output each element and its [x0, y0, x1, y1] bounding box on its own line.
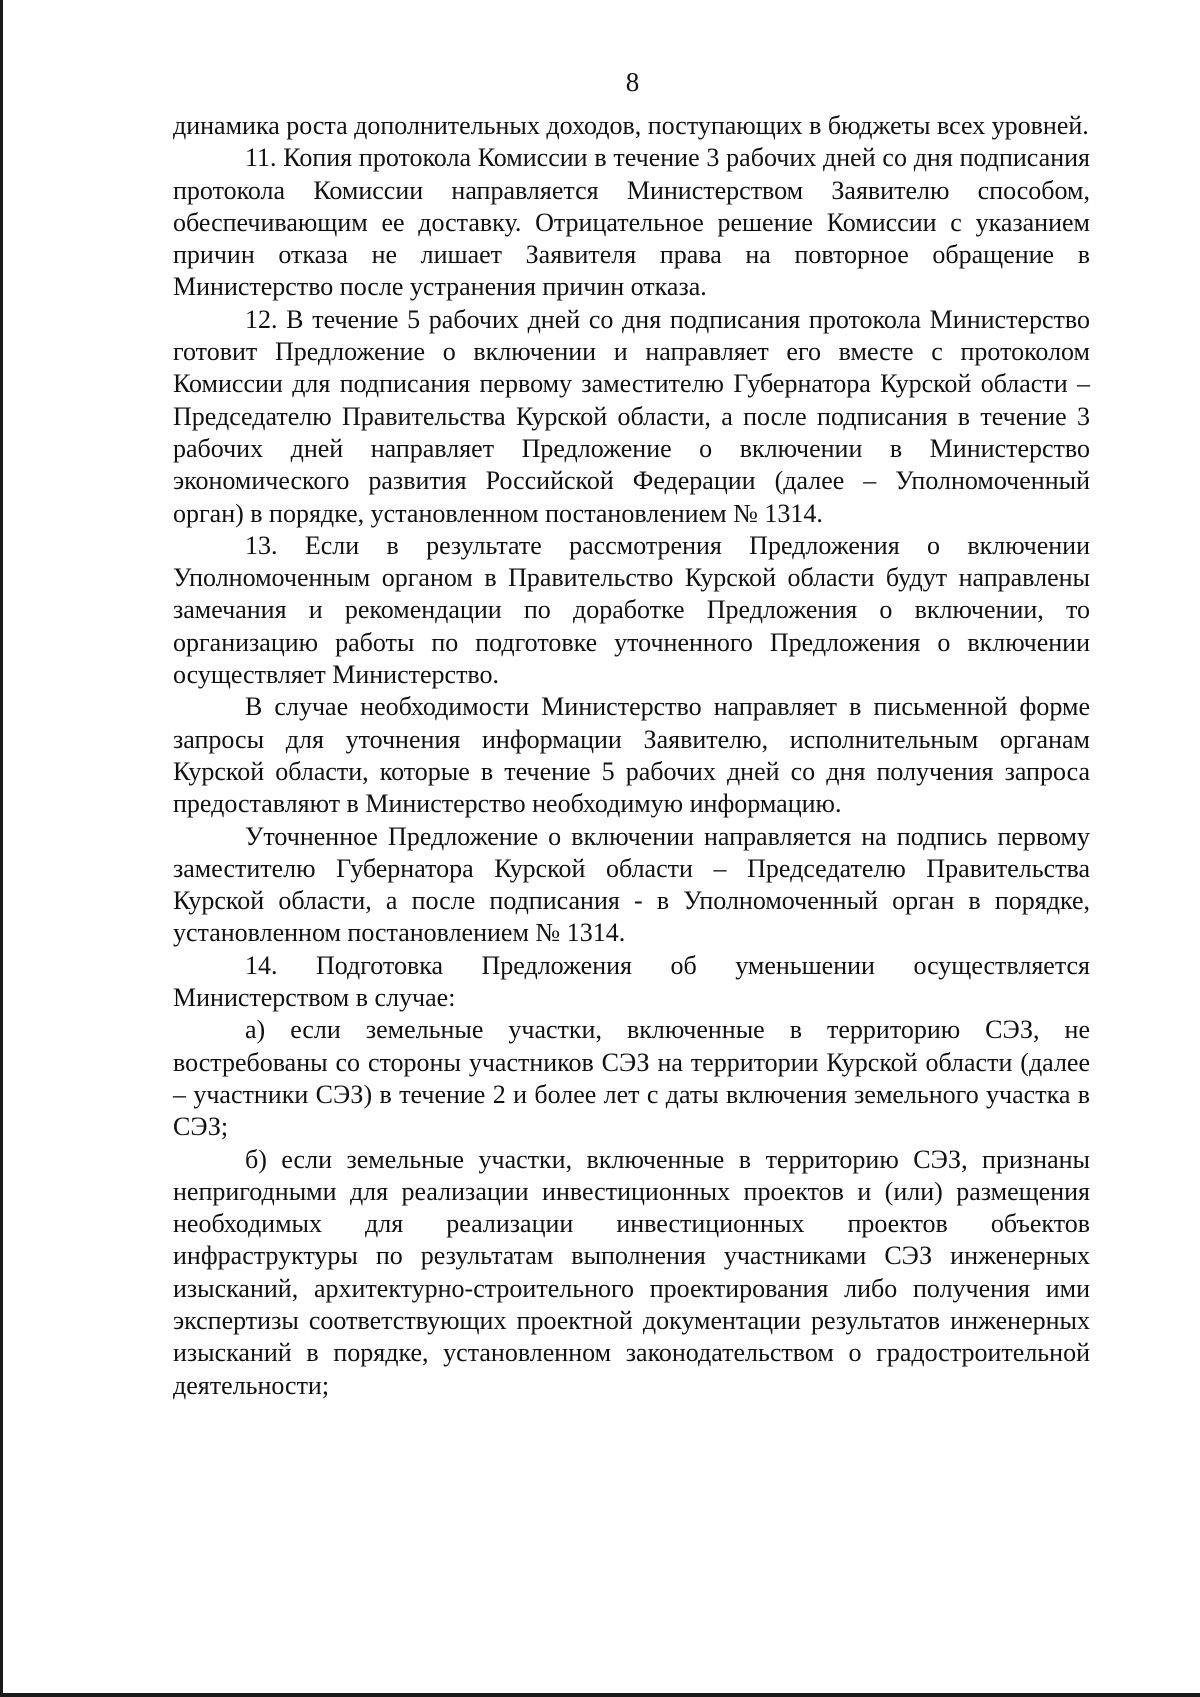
scan-bottom-edge: [0, 1693, 1200, 1697]
paragraph-item-13: 13. Если в результате рассмотрения Предложения о включении Уполномоченным органом в Правительство Курской области будут направлены замечания и рекомендации по доработке Предложения о включении, то организацию работы по подготовке уточненного Предложения о включении осуществляет Министерство.: [173, 530, 1090, 690]
document-body: [173, 110, 1090, 1402]
paragraph-item-13-requests: В случае необходимости Министерство направляет в письменной форме запросы для уточнения информации Заявителю, исполнительным органам Курской области, которые в течение 5 рабочих дней со дня получения запроса предоставляют в Министерство необходимую информацию.: [173, 692, 1090, 819]
paragraph-item-14: 14. Подготовка Предложения об уменьшении осуществляется Министерством в случае:: [173, 950, 1090, 1013]
paragraph-item-13-signing: Уточненное Предложение о включении направляется на подпись первому заместителю Губернатора Курской области – Председателю Правительства Курской области, а после подписания - в Уполномоченный орган в порядке, установленном постановлением № 1314.: [173, 821, 1090, 948]
paragraph-item-14-b: б) если земельные участки, включенные в территорию СЭЗ, признаны непригодными для реализации инвестиционных проектов и (или) размещения необходимых для реализации инвестиционных проектов объектов инфраструктуры по результатам выполнения участниками СЭЗ инженерных изысканий, архитектурно-строительного проектирования либо получения ими экспертизы соответствующих проектной документации результатов инженерных изысканий в порядке, установленном законодательством о градостроительной деятельности;: [173, 1144, 1090, 1400]
paragraph-item-12: 12. В течение 5 рабочих дней со дня подписания протокола Министерство готовит Предложение о включении и направляет его вместе с протоколом Комиссии для подписания первому заместителю Губернатора Курской области – Председателю Правительства Курской области, а после подписания в течение 3 рабочих дней направляет Предложение о включении в Министерство экономического развития Российской Федерации (далее – Уполномоченный орган) в порядке, установленном постановлением № 1314.: [173, 304, 1090, 528]
paragraph-item-14-a: а) если земельные участки, включенные в территорию СЭЗ, не востребованы со стороны участников СЭЗ на территории Курской области (далее – участники СЭЗ) в течение 2 и более лет с даты включения земельного участка в СЭЗ;: [173, 1015, 1090, 1142]
paragraph-item-11: 11. Копия протокола Комиссии в течение 3 рабочих дней со дня подписания протокола Комиссии направляется Министерством Заявителю способом, обеспечивающим ее доставку. Отрицательное решение Комиссии с указанием причин отказа не лишает Заявителя права на повторное обращение в Министерство после устранения причин отказа.: [173, 143, 1090, 302]
scan-left-edge: [0, 0, 3, 1697]
paragraph-continuation: динамика роста дополнительных доходов, поступающих в бюджеты всех уровней.: [173, 111, 1089, 140]
page-number: 8: [625, 67, 640, 97]
